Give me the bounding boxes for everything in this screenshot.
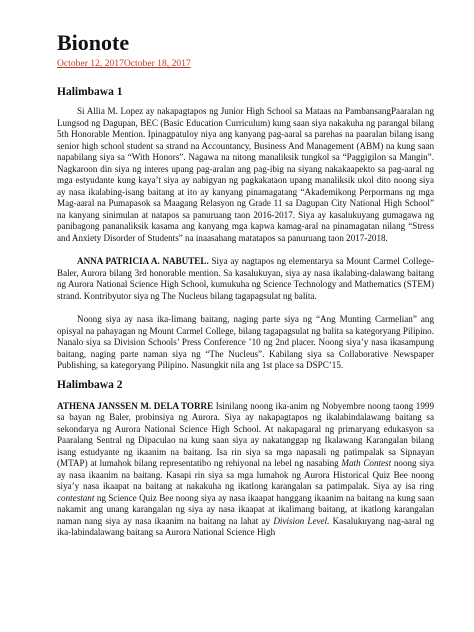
paragraph-text-c: ng Science Quiz Bee noong siya ay nasa ikaapat hanggang ikaanim na baitang na kung saan nakamit ang unang karangalan ng siya ay nasa ikaapat at ikalimang baitang, at ikatlong karangalan naman nang siya ay nasa ikaanim na baitang na lahat ay [57,492,434,526]
paragraph-dela-torre [57,401,434,539]
page-title: Bionote [57,30,130,55]
post-date-link[interactable]: October 12, 2017October 18, 2017 [57,58,191,69]
paragraph-nabutel-2: Noong siya ay nasa ika-limang baitang, naging parte siya ng “Ang Munting Carmelian” ang opisyal na pahayagan ng Mount Carmel College, bilang tagapagsulat ng balita sa kategoryang Pilipino. Nanalo siya sa Division Schools’ Press Conference ’10 ng 2nd placer. Noong siya’y nasa ikasampung baitang, naging parte naman siya ng “The Nucleus”. Kabilang siya sa Collaborative Newspaper Publishing, sa kategoryang Pilipino. Nasungkit nila ang 1st place sa DSPC’15. [57,314,434,370]
paragraph-nabutel [57,256,434,302]
italic-math-contest: Math Contest [341,458,392,468]
section-heading-1: Halimbawa 1 [57,86,123,98]
paragraph-text-b: noong siya ay nasa ikaanim na baitang. Kasapi rin siya sa mga lumahok ng Aurora Historical Quiz Bee noong siya’y nasa ikaapat na baitang at nakakuha ng ikatlong karangalan sa patimpalak. Siya ay isa ring [57,458,434,491]
paragraph-nabutel-text: Siya ay nagtapos ng elementarya sa Mount Carmel College-Baler, Aurora bilang 3rd honorable mention. Sa kasalukuyan, siya ay nasa ikalabing-dalawang baitang ng Aurora National Science High School, kumukuha ng Science Technology and Mathematics (STEM) strand. Kontribyutor siya ng The Nucleus bilang tagapagsulat ng balita. [57,256,434,301]
paragraph-text-d: Kasalukuyang nag-aaral ng ika-labindalawang baitang sa Aurora National Science High [57,515,434,537]
name-dela-torre: ATHENA JANSSEN M. DELA TORRE [57,400,214,411]
italic-contestant: contestant [57,492,95,503]
paragraph-text-a: Isinilang noong ika-anim ng Nobyembre noong taong 1999 sa bayan ng Baler, probinsiya ng Aurora. Siya ay nakapagtapos ng ikalabindalawang baitang sa sekondarya ng Aurora National Science High School. At nakapagaral ng primaryang edukasyon sa Paaralang Sentral ng Dipaculao na kung saan siya ay nakatanggap ng Ikalawang Karangalan bilang isang estudyante ng ikaanim na baitang. Isa rin siya sa mga napasali ng patimpalak sa Sipnayan (MTAP) at lumahok bilang representatibo ng rehiyonal na lebel ng nasabing [57,400,434,468]
paragraph-lopez: Si Allia M. Lopez ay nakapagtapos ng Junior High School sa Mataas na PambansangPaaralan ng Lungsod ng Dagupan, BEC (Basic Education Curriculum) kung saan siya nakakuha ng parangal bilang 5th Honorable Mention. Ipinagpatuloy niya ang kanyang pag-aaral sa parehas na paaralan bilang isang senior high school student sa strand na Accountancy, Business And Management (ABM) na kung saan napabilang siya sa “With Honors”. Nagawa na nitong manaliksik tungkol sa “Paggigilon sa Mangin”. Nagkaroon din siya ng interes upang pag-aralan ang pag-ibig na siyang nakakaapekto sa pag-aaral ng mga estyudante kung kaya’t siya ay nabigyan ng pagkakataon upang manaliksik ukol dito noong siya ay nasa ikalabing-isang baitang at ito ay kanyang pinamagatang “Akademikong Perpormans ng mga Mag-aaral na Pumapasok sa Maagang Relasyon ng Grade 11 sa Dagupan City National High School” na kanyang sinimulan at natapos sa panuruang taon 2016-2017. Siya ay kasalukuyang gumagawa ng panibagong pananaliksik kasama ang kanyang mga kapwa kamag-aral na pinamagatan nilang “Stress and Anxiety Disorder of Students” na inaasahang matatapos sa panuruang taon 2017-2018. [57,106,434,243]
name-nabutel: ANNA PATRICIA A. NABUTEL. [77,256,209,266]
italic-division-level: Division Level. [273,515,330,526]
section-heading-2: Halimbawa 2 [57,378,123,391]
